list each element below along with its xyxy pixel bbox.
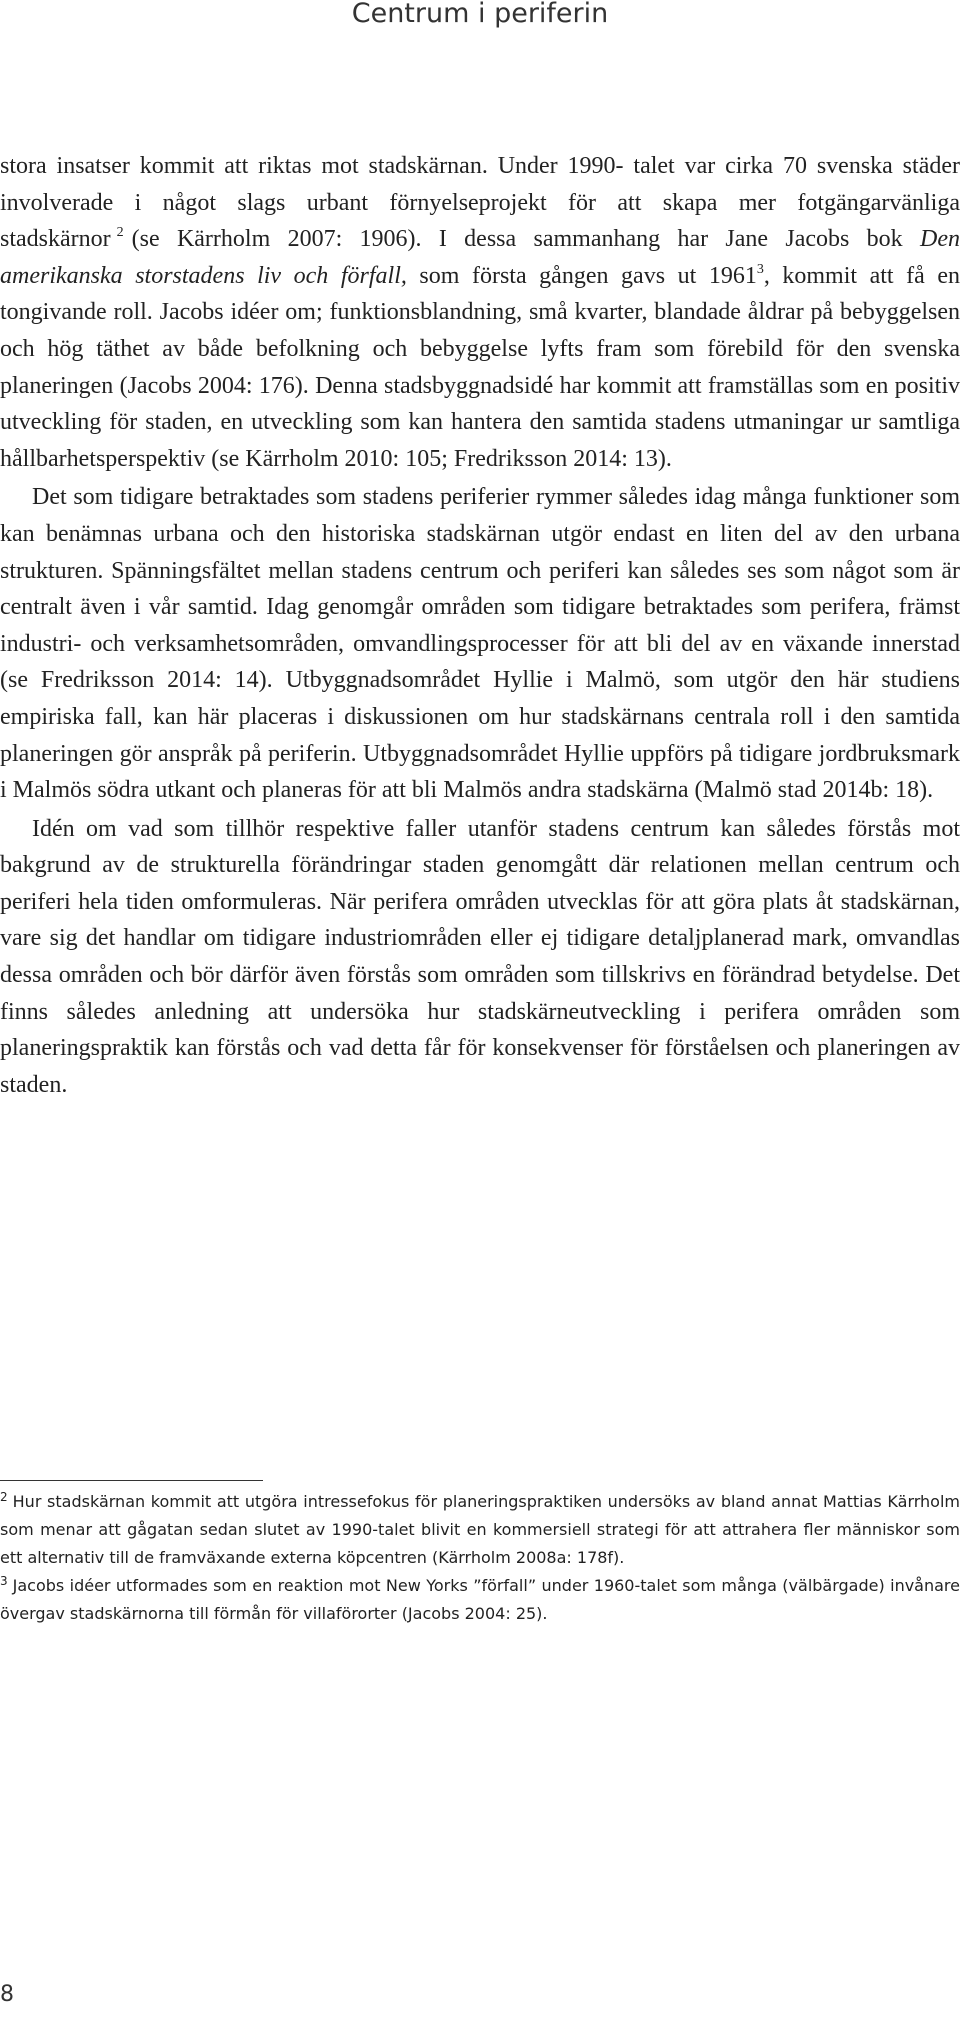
paragraph-1-text-d: , kommit att få en tongivande roll. Jacobs idéer om; funktionsblandning, små kvarter, blandade åldrar på bebyggelsen och hög täthet av både befolkning och bebyggelse lyfts fram som förebild för den svenska planeringen (Jacobs 2004: 176). Denna stadsbyggnadsidé har kommit att framställas som en positiv utveckling för staden, en utveckling som kan hantera den samtida stadens utmaningar ur samtliga hållbarhetsperspektiv (se Kärrholm 2010: 105; Fredriksson 2014: 13). — [0, 262, 960, 472]
paragraph-1-text-b: (se Kärrholm 2007: 1906). I dessa sammanhang har Jane Jacobs bok — [131, 226, 903, 253]
book-title: Den amerikanska storstadens liv och förfall, — [0, 226, 960, 289]
paragraph-1-text-c: som första gången gavs ut 1961 — [419, 262, 757, 289]
footnote-text: Hur stadskärnan kommit att utgöra intressefokus för planeringspraktiken undersöks av bland annat Mattias Kärrholm som menar att gågatan sedan slutet av 1990-talet blivit en kommersiell strategi för att attrahera fler människor som ett alternativ till de framväxande externa köpcentren (Kärrholm 2008a: 178f). — [0, 1492, 960, 1567]
footnote-3 — [0, 1572, 960, 1628]
footnote-2 — [0, 1488, 960, 1572]
page-number: 8 — [0, 1982, 14, 2007]
footnote-marker: 3 — [0, 1574, 8, 1588]
paragraph-1-text-a: stora insatser kommit att riktas mot stadskärnan. Under 1990- talet var cirka 70 svenska städer involverade i något slags urbant förnyelseprojekt för att skapa mer fotgängarvänliga stadskärnor — [0, 153, 960, 253]
paragraph-1 — [0, 148, 960, 477]
paragraph-2: Det som tidigare betraktades som stadens periferier rymmer således idag många funktioner som kan benämnas urbana och den historiska stadskärnan utgör endast en liten del av den urbana strukturen. Spänningsfältet mellan stadens centrum och periferi kan således ses som något som är centralt även i vår samtid. Idag genomgår områden som tidigare betraktades som perifera, främst industri- och verksamhetsområden, omvandlingsprocesser för att bli del av en växande innerstad (se Fredriksson 2014: 14). Utbyggnadsområdet Hyllie i Malmö, som utgör den här studiens empiriska fall, kan här placeras i diskussionen om hur stadskärnans centrala roll i den samtida planeringen gör anspråk på periferin. Utbyggnadsområdet Hyllie uppförs på tidigare jordbruksmark i Malmös södra utkant och planeras för att bli Malmös andra stadskärna (Malmö stad 2014b: 18). — [0, 484, 960, 804]
paragraph-3: Idén om vad som tillhör respektive faller utanför stadens centrum kan således förstås mot bakgrund av de strukturella förändringar staden genomgått där relationen mellan centrum och periferi hela tiden omformuleras. När perifera områden utvecklas för att göra plats åt stadskärnan, vare sig det handlar om tidigare industriområden eller ej tidigare detaljplanerad mark, omvandlas dessa områden och bör därför även förstås som områden som tillskrivs en förändrad betydelse. Det finns således anledning att undersöka hur stadskärneutveckling i perifera områden som planeringspraktik kan förstås och vad detta får för konsekvenser för förståelsen och planeringen av staden. — [0, 815, 960, 1098]
footnote-divider — [0, 1480, 263, 1481]
footnote-text: Jacobs idéer utformades som en reaktion mot New Yorks ”förfall” under 1960-talet som många (välbärgade) invånare övergav stadskärnorna till förmån för villaförorter (Jacobs 2004: 25). — [0, 1576, 960, 1623]
footnotes — [0, 1488, 960, 1628]
footnote-marker: 2 — [0, 1490, 8, 1504]
running-header: Centrum i periferin — [351, 0, 609, 29]
footnote-reference-3[interactable]: 3 — [756, 261, 764, 277]
footnote-reference-2[interactable]: 2 — [116, 225, 124, 241]
body-text — [0, 148, 960, 1105]
